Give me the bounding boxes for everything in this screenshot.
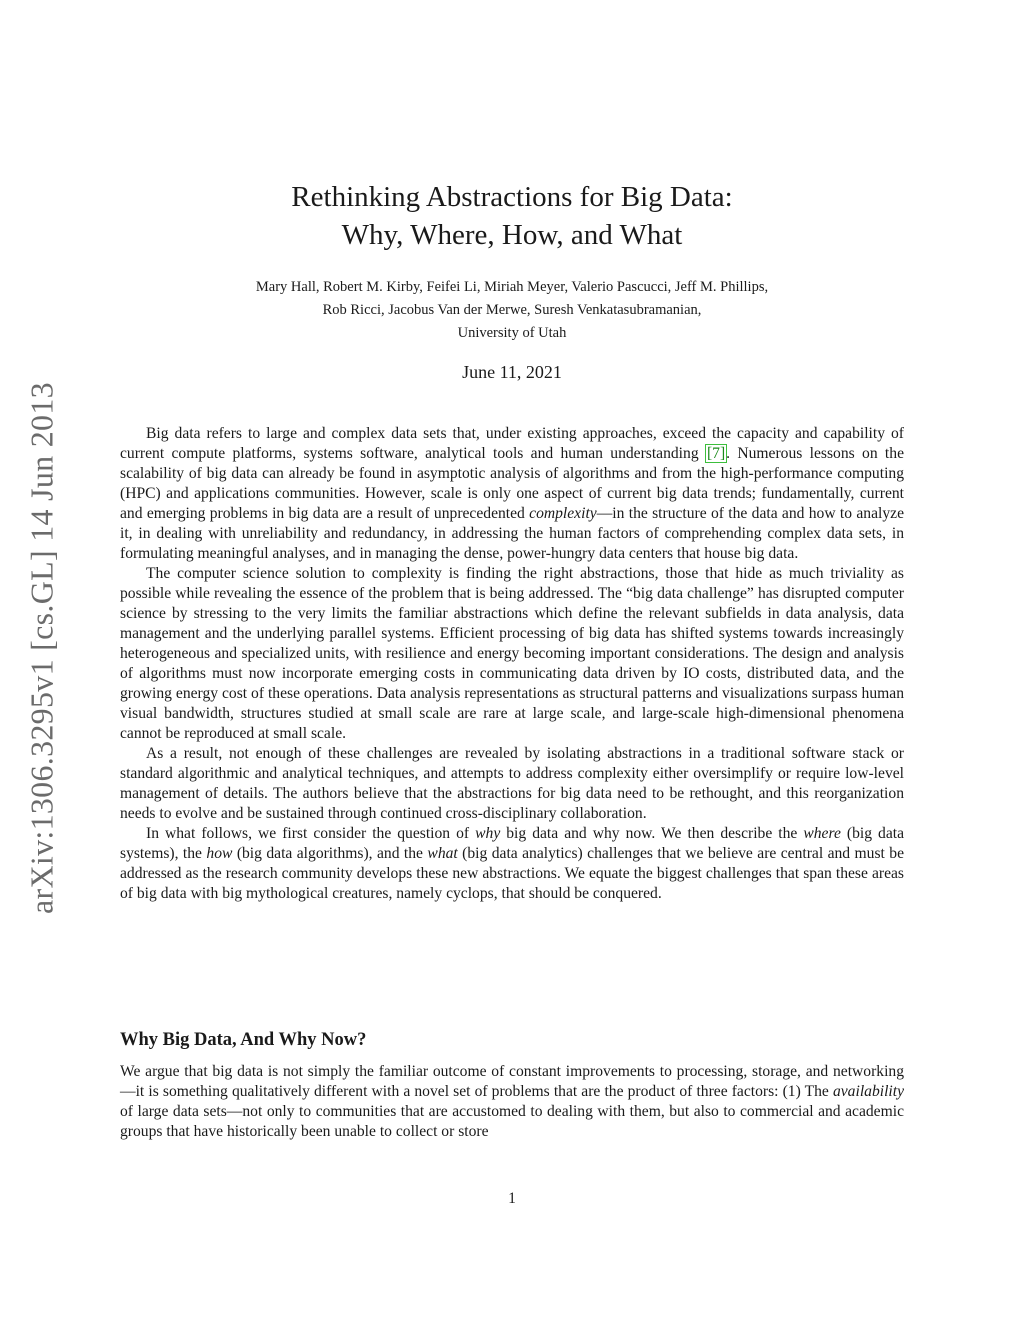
section-body (120, 1062, 904, 1142)
section-paragraph-1: We argue that big data is not simply the familiar outcome of constant improvements to processing, storage, and networking—it is something qualitatively different with a novel set of problems that are the product of three factors: (1) The availability of large data sets—not only to communities that are accustomed to dealing with them, but also to commercial and academic groups that have historically been unable to collect or store (120, 1063, 904, 1140)
arxiv-sidebar (23, 368, 60, 928)
citation-link[interactable]: [7] (706, 445, 726, 462)
author-block (120, 276, 904, 345)
title-line-1: Rethinking Abstractions for Big Data: (291, 181, 733, 213)
author-line-1: Mary Hall, Robert M. Kirby, Feifei Li, Miriah Meyer, Valerio Pascucci, Jeff M. Phillips, (255, 279, 769, 295)
section-heading: Why Big Data, And Why Now? (120, 1030, 367, 1050)
abstract-paragraph-3: As a result, not enough of these challenges are revealed by isolating abstractions in a traditional software stack or standard algorithmic and analytical techniques, and attempts to address complexity either oversimplify or require low-level management of details. The authors believe that the abstractions for big data need to be rethought, and this reorganization needs to evolve and be sustained through continued cross-disciplinary collaboration. (120, 745, 904, 822)
author-line-2: Rob Ricci, Jacobus Van der Merwe, Suresh Venkatasubramanian, (322, 302, 702, 318)
title-line-2: Why, Where, How, and What (341, 219, 683, 251)
abstract-paragraph-1: Big data refers to large and complex data sets that, under existing approaches, exceed the capacity and capability of current compute platforms, systems software, analytical tools and human understanding [7]. Numerous lessons on the scalability of big data can already be found in asymptotic analysis of algorithms and from the high-performance computing (HPC) and applications communities. However, scale is only one aspect of current big data trends; fundamentally, current and emerging problems in big data are a result of unprecedented complexity—in the structure of the data and how to analyze it, in dealing with unreliability and redundancy, in addressing the human factors of comprehending complex data sets, in formulating meaningful analyses, and in managing the dense, power-hungry data centers that house big data. (120, 425, 904, 562)
affiliation: University of Utah (457, 325, 567, 341)
paper-date: June 11, 2021 (462, 362, 562, 382)
abstract-paragraph-2: The computer science solution to complexity is finding the right abstractions, those that hide as much triviality as possible while revealing the essence of the problem that is being addressed. The “big data challenge” has disrupted computer science by stressing to the very limits the familiar abstractions which define the relevant subfields in data analysis, data management and the underlying parallel systems. Efficient processing of big data has shifted systems towards increasingly heterogeneous and specialized units, with resilience and energy becoming important considerations. The design and analysis of algorithms must now incorporate emerging costs in communicating data driven by IO costs, distributed data, and the growing energy cost of these operations. Data analysis representations as structural patterns and visualizations surpass human visual bandwidth, structures studied at small scale are rare at large scale, and large-scale high-dimensional phenomena cannot be reproduced at small scale. (120, 565, 904, 742)
paper-title (120, 178, 904, 254)
page-number: 1 (508, 1190, 516, 1207)
abstract (120, 424, 904, 904)
abstract-paragraph-4: In what follows, we first consider the question of why big data and why now. We then describe the where (big data systems), the how (big data algorithms), and the what (big data analytics) challenges that we believe are central and must be addressed as the research community develops these new abstractions. We equate the biggest challenges that span these areas of big data with big mythological creatures, namely cyclops, that should be conquered. (120, 825, 905, 902)
arxiv-identifier: arXiv:1306.3295v1 [cs.GL] 14 Jun 2013 (23, 382, 60, 914)
